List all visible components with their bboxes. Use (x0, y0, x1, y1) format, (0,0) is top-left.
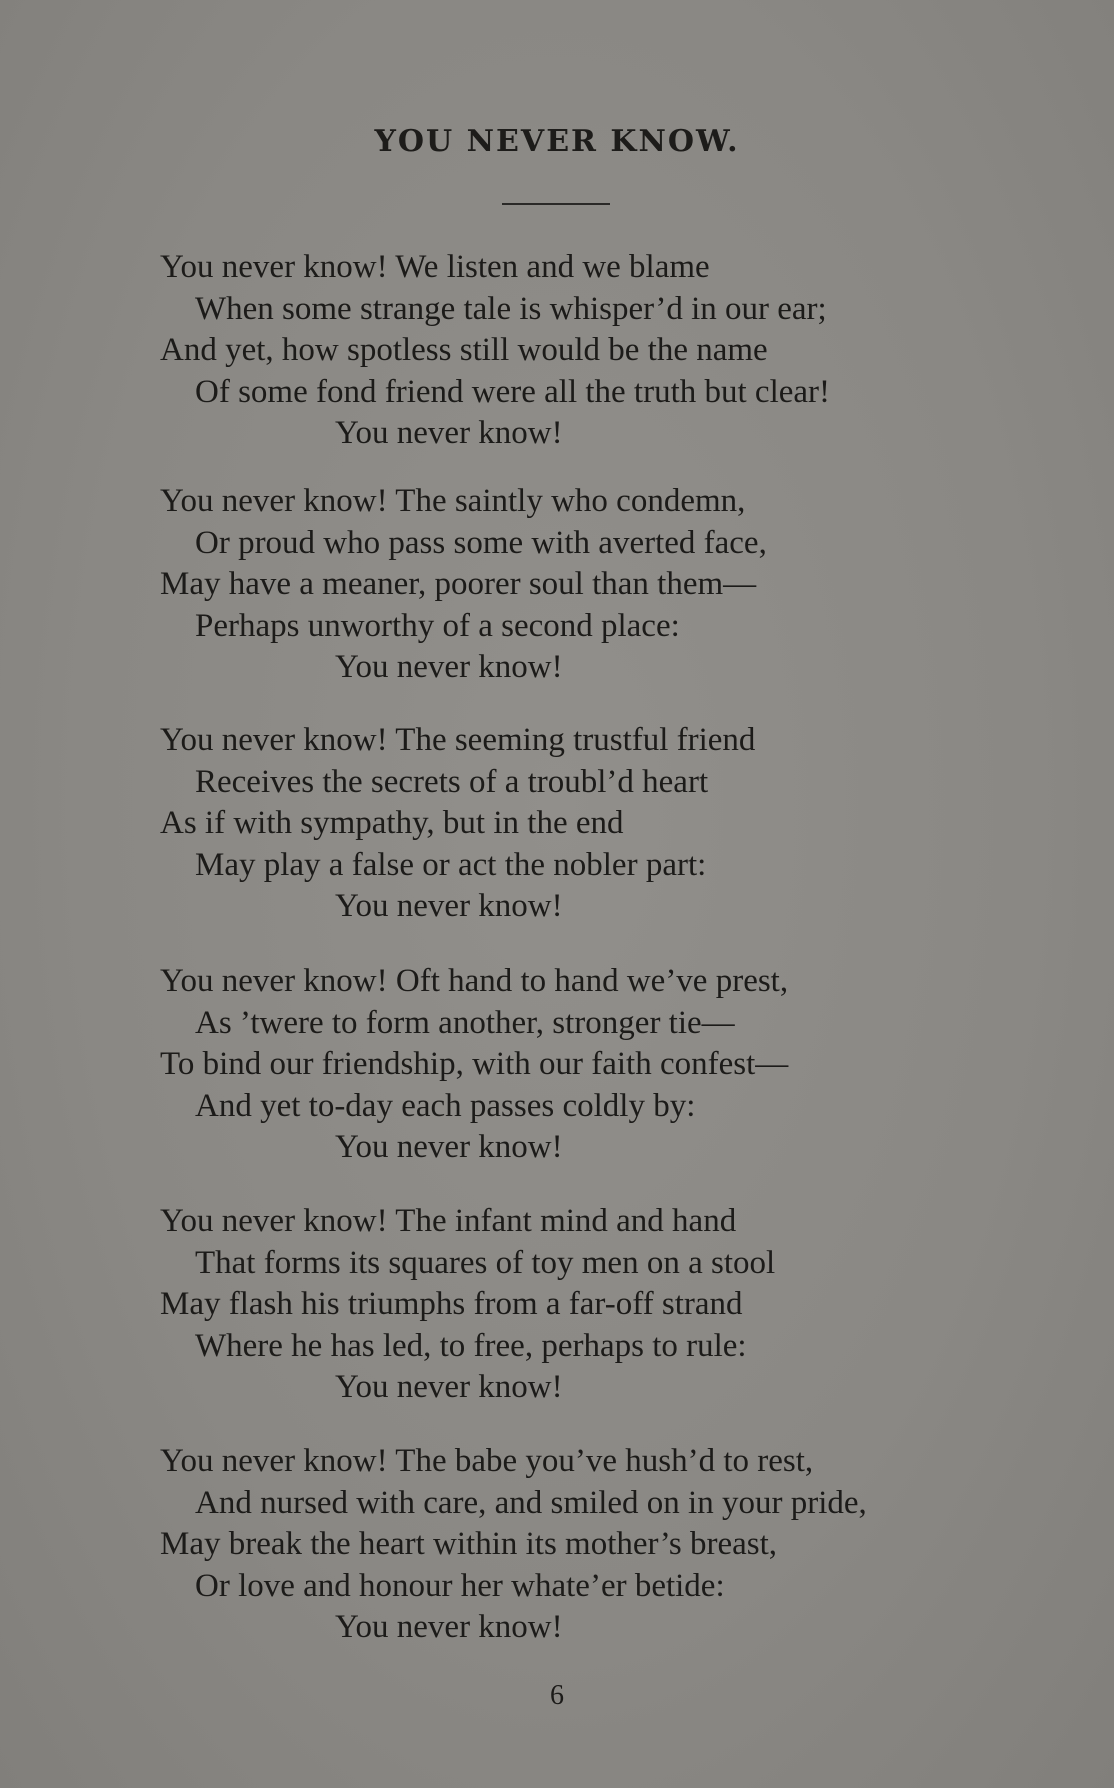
stanza-refrain: You never know! (335, 415, 563, 451)
stanza-line: You never know! We listen and we blame (160, 249, 710, 285)
stanza-line: Where he has led, to free, perhaps to rule: (195, 1327, 747, 1364)
stanza-line: And nursed with care, and smiled on in your pride, (195, 1484, 867, 1521)
stanza-line: As ’twere to form another, stronger tie— (195, 1004, 735, 1041)
stanza-line: May play a false or act the nobler part: (195, 846, 707, 883)
stanza-line: Of some fond friend were all the truth but clear! (195, 373, 831, 410)
title-divider (502, 203, 610, 205)
stanza-line: As if with sympathy, but in the end (160, 805, 624, 841)
stanza-6 (160, 1441, 1010, 1649)
stanza-3 (160, 720, 1010, 928)
poem-title: YOU NEVER KNOW. (374, 124, 740, 159)
stanza-line: You never know! The saintly who condemn, (160, 483, 746, 519)
stanza-5 (160, 1201, 1010, 1409)
stanza-line: May have a meaner, poorer soul than them— (160, 566, 757, 602)
stanza-refrain: You never know! (335, 888, 563, 924)
stanza-4 (160, 961, 1010, 1169)
stanza-line: When some strange tale is whisper’d in our ear; (195, 290, 827, 327)
stanza-refrain: You never know! (335, 1609, 563, 1645)
stanza-line: To bind our friendship, with our faith confest— (160, 1046, 789, 1082)
stanza-line: You never know! The seeming trustful friend (160, 722, 756, 758)
stanza-refrain: You never know! (335, 649, 563, 685)
stanza-line: That forms its squares of toy men on a stool (195, 1244, 776, 1281)
stanza-line: You never know! Oft hand to hand we’ve prest, (160, 963, 789, 999)
stanza-line: And yet to-day each passes coldly by: (195, 1087, 696, 1124)
stanza-refrain: You never know! (335, 1369, 563, 1405)
stanza-line: You never know! The babe you’ve hush’d to rest, (160, 1443, 814, 1479)
stanza-line: And yet, how spotless still would be the name (160, 332, 768, 368)
stanza-line: May flash his triumphs from a far-off strand (160, 1286, 743, 1322)
stanza-refrain: You never know! (335, 1129, 563, 1165)
stanza-1 (160, 247, 1010, 455)
stanza-line: May break the heart within its mother’s breast, (160, 1526, 778, 1562)
stanza-line: You never know! The infant mind and hand (160, 1203, 737, 1239)
page-number: 6 (550, 1680, 564, 1711)
stanza-2 (160, 481, 1010, 689)
stanza-line: Receives the secrets of a troubl’d heart (195, 763, 709, 800)
stanza-line: Or love and honour her whate’er betide: (195, 1567, 725, 1604)
stanza-line: Or proud who pass some with averted face, (195, 524, 767, 561)
stanza-line: Perhaps unworthy of a second place: (195, 607, 680, 644)
